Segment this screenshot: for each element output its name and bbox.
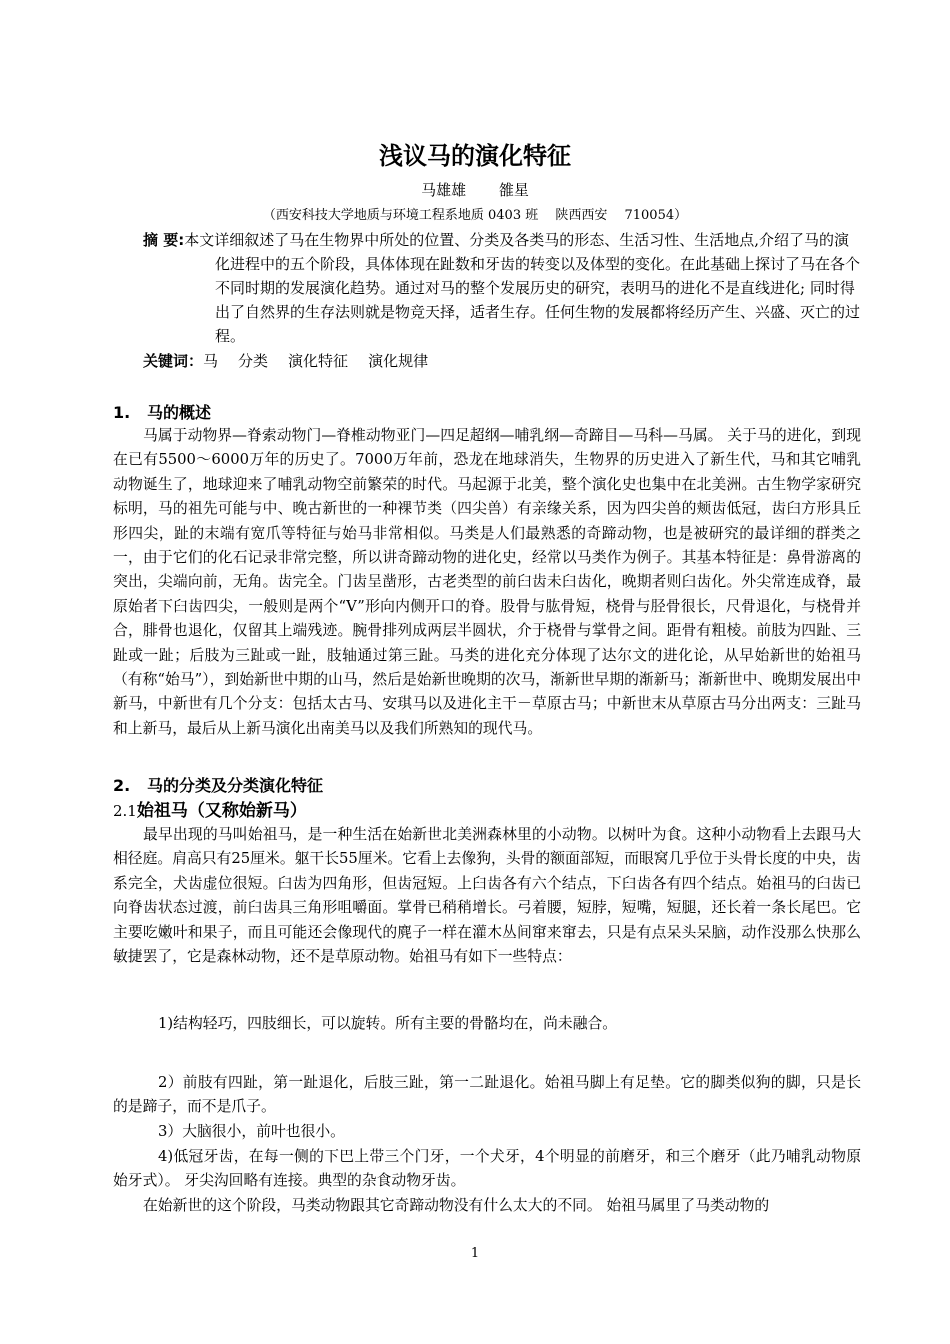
section-1-paragraph: 马属于动物界—脊索动物门—脊椎动物亚门—四足超纲—哺乳纲—奇蹄目—马科—马属。 关于马的进化，到现在已有5500～6000万年的历史了。7000万年前，恐龙在地球消失，生物界的历史进入了新生代，马和其它哺乳动物诞生了，地球迎来了哺乳动物空前繁荣的时代。马起源于北美，整个演化史也集中在北美洲。古生物学家研究标明，马的祖先可能与中、晚古新世的一种裸节类（四尖兽）有亲缘关系，因为四尖兽的颊齿低冠，齿臼方形具丘形四尖，趾的末端有宽爪等特征与始马非常相似。马类是人们最熟悉的奇蹄动物，也是被研究的最详细的群类之一，由于它们的化石记录非常完整，所以讲奇蹄动物的进化史，经常以马类作为例子。其基本特征是：鼻骨游离的突出，尖端向前，无角。齿完全。门齿呈凿形，古老类型的前臼齿未臼齿化，晚期者则臼齿化。外尖常连成脊，最原始者下臼齿四尖，一般则是两个“V”形向内侧开口的脊。股骨与肱骨短，桡骨与胫骨很长，尺骨退化，与桡骨并合，腓骨也退化，仅留其上端残迹。腕骨排列成两层半圆状，介于桡骨与掌骨之间。距骨有粗棱。前肢为四趾、三趾或一趾；后肢为三趾或一趾，肢轴通过第三趾。马类的进化充分体现了达尔文的进化论，从早始新世的始祖马（有称“始马”），到始新世中期的山马，然后是始新世晚期的次马，渐新世早期的渐新马；渐新世中、晚期发展出中新马，中新世有几个分支：包括太古马、安琪马以及进化主干－草原古马；中新世末从草原古马分出两支：三趾马和上新马，最后从上新马演化出南美马以及我们所熟知的现代马。 — [113, 427, 861, 737]
section-title: 马的概述 — [147, 403, 212, 422]
keywords — [143, 350, 448, 371]
section-number: 1. — [113, 403, 131, 422]
subsection-number: 2.1 — [113, 802, 137, 820]
section-heading-1 — [113, 400, 211, 423]
keyword: 马 — [203, 352, 219, 370]
subsection-heading-2-1 — [113, 796, 307, 821]
author-name: 马雄雄 — [421, 181, 467, 199]
keywords-label: 关键词： — [143, 352, 204, 370]
abstract-label: 摘 要: — [143, 231, 185, 249]
closing-paragraph: 在始新世的这个阶段，马类动物跟其它奇蹄动物没有什么太大的不同。 始祖马属里了马类动物的 — [143, 1197, 770, 1214]
section-number: 2. — [113, 776, 131, 795]
keyword: 演化规律 — [368, 352, 429, 370]
abstract — [143, 228, 861, 348]
abstract-text: 本文详细叙述了马在生物界中所处的位置、分类及各类马的形态、生活习性、生活地点,介绍了马的演化进程中的五个阶段，具体体现在趾数和牙齿的转变以及体型的变化。在此基础上探讨了马在各个不同时期的发展演化趋势。通过对马的整个发展历史的研究，表明马的进化不是直线进化; 同时得出了自然界的生存法则就是物竞天择，适者生存。任何生物的发展都将经历产生、兴盛、灭亡的过程。 — [184, 231, 861, 345]
keyword: 演化特征 — [288, 352, 349, 370]
section-heading-2 — [113, 773, 323, 796]
page-number: 1 — [470, 1246, 480, 1261]
author-name: 雒星 — [498, 181, 529, 199]
subsection-title: 始祖马（又称始新马） — [136, 801, 307, 821]
section-title: 马的分类及分类演化特征 — [147, 776, 324, 795]
section-2-1-paragraph: 最早出现的马叫始祖马，是一种生活在始新世北美洲森林里的小动物。以树叶为食。这种小动物看上去跟马大相径庭。肩高只有25厘米。躯干长55厘米。它看上去像狗，头骨的额面部短，而眼窝几乎位于头骨长度的中央，齿系完全，犬齿虚位很短。臼齿为四角形，但齿冠短。上臼齿各有六个结点，下臼齿各有四个结点。始祖马的臼齿已向脊齿状态过渡，前臼齿具三角形咀嚼面。掌骨已稍稍增长。弓着腰，短脖，短嘴，短腿，还长着一条长尾巴。它主要吃嫩叶和果子，而且可能还会像现代的麂子一样在灌木丛间窜来窜去，只是有点呆头呆脑，动作没那么快那么敏捷罢了，它是森林动物，还不是草原动物。始祖马有如下一些特点： — [113, 826, 861, 966]
keyword: 分类 — [238, 352, 269, 370]
feature-item: 4)低冠牙齿，在每一侧的下巴上带三个门牙，一个犬牙，4个明显的前磨牙，和三个磨牙（此乃哺乳动物原始牙式）。 牙尖沟回略有连接。典型的杂食动物牙齿。 — [113, 1148, 861, 1190]
feature-item: 3）大脑很小，前叶也很小。 — [158, 1123, 345, 1140]
affiliation: （西安科技大学地质与环境工程系地质 0403 班 陕西西安 710054） — [262, 208, 688, 223]
feature-item: 2）前肢有四趾，第一趾退化，后肢三趾，第一二趾退化。始祖马脚上有足垫。它的脚类似狗的脚，只是长的是蹄子，而不是爪子。 — [113, 1074, 861, 1116]
author-line — [0, 179, 950, 200]
paper-title: 浅议马的演化特征 — [379, 142, 571, 170]
feature-item: 1)结构轻巧，四肢细长，可以旋转。所有主要的骨骼均在，尚未融合。 — [158, 1015, 618, 1032]
